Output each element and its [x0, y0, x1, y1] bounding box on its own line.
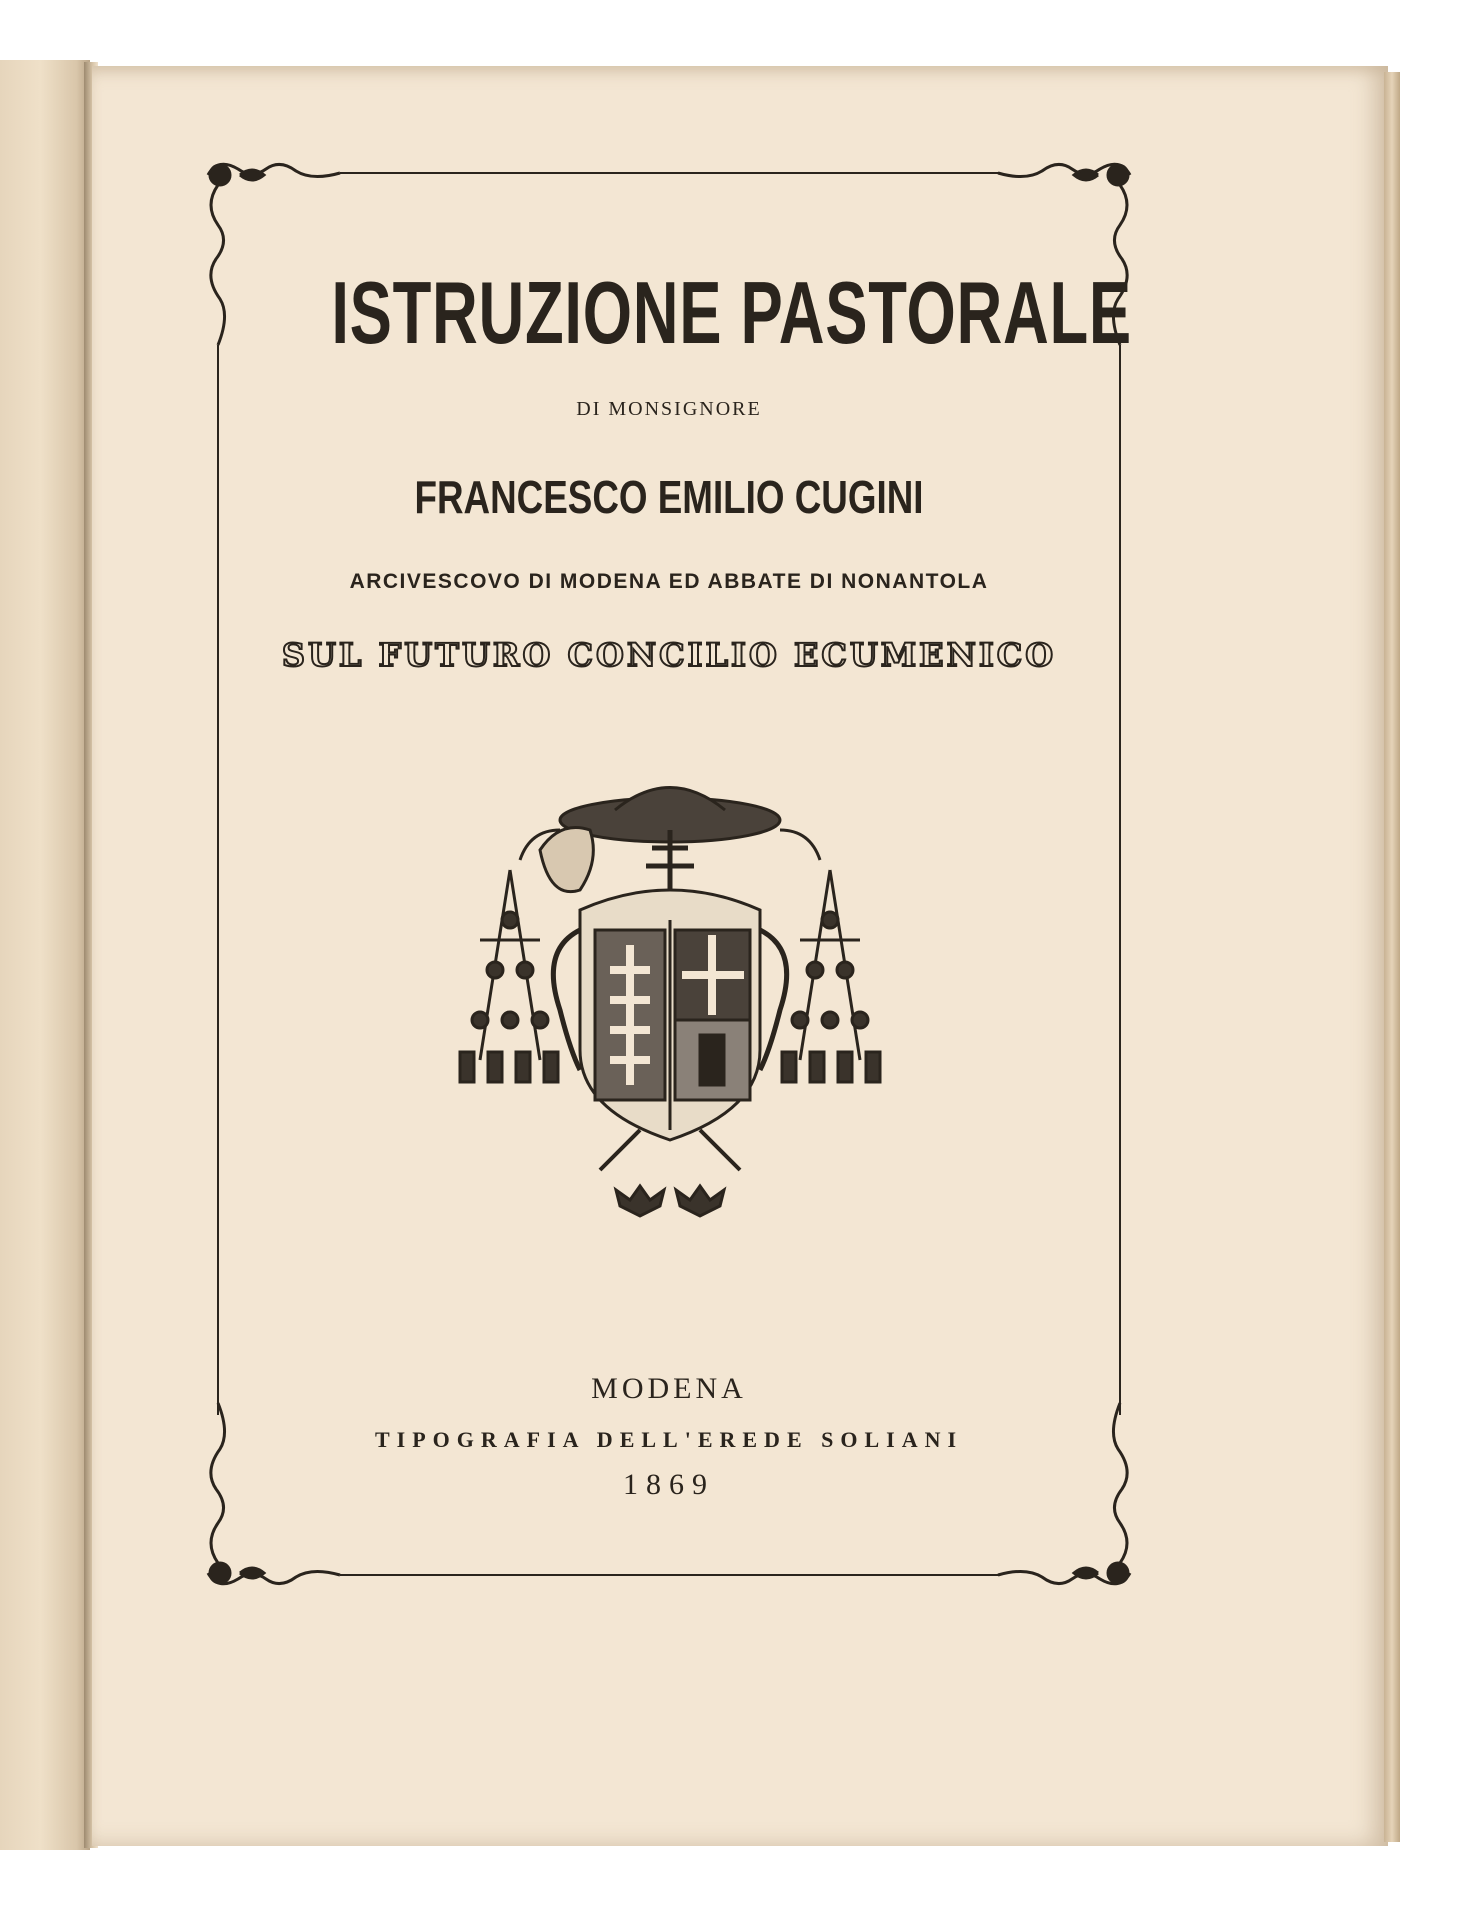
main-title: ISTRUZIONE PASTORALE [331, 263, 1132, 362]
coat-of-arms-emblem [400, 770, 940, 1270]
author-name: FRANCESCO EMILIO CUGINI [414, 471, 924, 523]
imprint-printer: TIPOGRAFIA DELL'EREDE SOLIANI [374, 1427, 964, 1452]
facing-page [0, 60, 90, 1850]
subtitle: DI MONSIGNORE [576, 398, 762, 420]
imprint-city: MODENA [591, 1372, 747, 1405]
topic-line: SUL FUTURO CONCILIO ECUMENICO [281, 636, 1057, 674]
page-edge [1384, 72, 1400, 1842]
author-office: ARCIVESCOVO DI MODENA ED ABBATE DI NONANTOLA [349, 570, 989, 593]
imprint-year: 1869 [623, 1468, 715, 1501]
